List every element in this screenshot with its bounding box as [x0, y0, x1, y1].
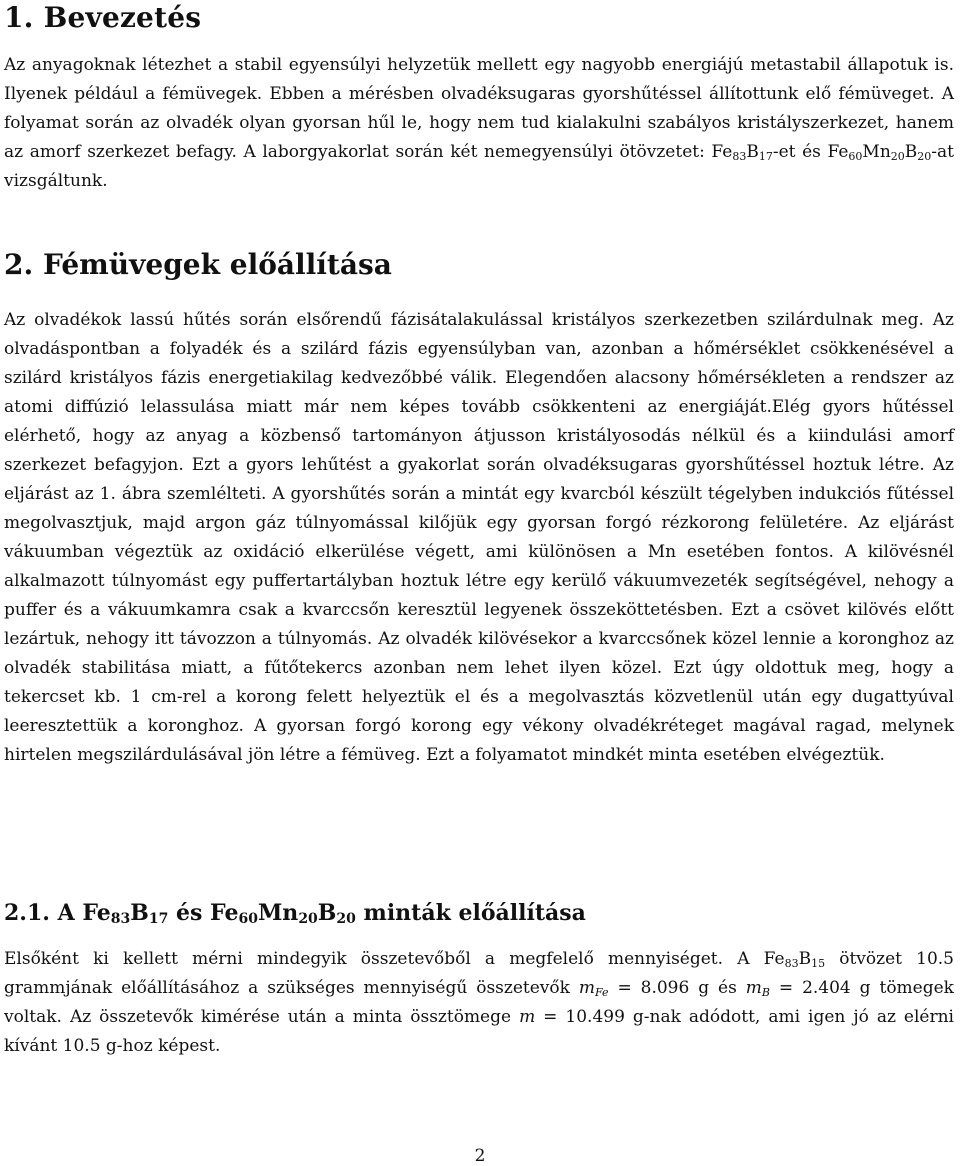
section-2-1-paragraph: Elsőként ki kellett mérni mindegyik összetevőből a megfelelő mennyiséget. A $Fe_{83}B_{15}$ ötvözet 10.5 grammjának előállításához a szükséges mennyiségű összetevők $m_{Fe} = 8.096$ g és $m_B = 2.404$ g tömegek voltak. Az összetevők kimérése után a minta össztömege m = 10.499 g-nak adódott, ami igen jó az elérni kívánt 10.5 g-hoz képest.: [4, 949, 954, 1056]
section-1-title: Bevezetés: [43, 1, 202, 34]
section-2-title: Fémüvegek előállítása: [42, 248, 392, 281]
section-2-1-heading: [4, 899, 586, 927]
mass-b-symbol: $m_B$: [745, 978, 770, 999]
section-2-heading: [4, 249, 392, 281]
section-1-end-text: -at vizsgáltunk.: [4, 142, 954, 191]
section-1-mid-text: -et és: [772, 142, 828, 162]
section-1-paragraph: [4, 51, 954, 196]
heading-alloy-fe60mn20b20: $Fe_{60}Mn_{20}B_{20}$: [210, 900, 356, 927]
alloy-fe60mn20b20: $Fe_{60}Mn_{20}B_{20}$: [827, 142, 932, 163]
heading-alloy-fe83b17: $Fe_{83}B_{17}$: [82, 900, 169, 927]
mass-fe-symbol: $m_{Fe}$: [578, 978, 609, 999]
section-2-text: Az olvadékok lassú hűtés során elsőrendű fázisátalakulással kristályos szerkezetben szilárdulnak meg. Az olvadáspontban a folyadék és a szilárd fázis egyensúlyban van, azonban a hőmérséklet csökkenésével a szilárd kristályos fázis energetiakilag kedvezőbbé válik. Elegendően alacsony hőmérsékleten a rendszer az atomi diffúzió lelassulása miatt már nem képes tovább csökkenteni az energiáját.Elég gyors hűtéssel elérhető, hogy az anyag a közbenső tartományon átjusson kristályosodás nélkül és a kiindulási amorf szerkezet befagyjon. Ezt a gyors lehűtést a gyakorlat során olvadéksugaras gyorshűtéssel hoztuk létre. Az eljárást az 1. ábra szemlélteti. A gyorshűtés során a mintát egy kvarcból készült tégelyben indukciós fűtéssel megolvasztjuk, majd argon gáz túlnyomással kilőjük egy gyorsan forgó rézkorong felületére. Az eljárást vákuumban végeztük az oxidáció elkerülése végett, ami különösen a Mn esetében fontos. A kilövésnél alkalmazott túlnyomást egy puffertartályban hoztuk létre egy kerülő vákuumvezeték segítségével, nehogy a puffer és a vákuumkamra csak a kvarccsőn keresztül legyenek összeköttetésben. Ezt a csövet kilövés előtt lezártuk, nehogy itt távozzon a túlnyomás. Az olvadék kilövésekor a kvarccsőnek közel lennie a koronghoz az olvadék stabilitása miatt, a fűtőtekercs azonban nem lehet ilyen közel. Ezt úgy oldottuk meg, hogy a tekercset kb. 1 cm-rel a korong felett helyeztük el és a megolvasztás közvetlenül után egy dugattyúval leeresztettük a koronghoz. A gyorsan forgó korong egy vékony olvadékréteget magával ragad, melynek hirtelen megszilárdulásával jön létre a fémüveg. Ezt a folyamatot mindkét minta esetében elvégeztük.: [4, 310, 954, 765]
section-2-1-number: 2.1.: [4, 900, 50, 926]
section-2-number: 2.: [4, 248, 34, 281]
alloy-fe83b17: $Fe_{83}B_{17}$: [711, 142, 773, 163]
section-1-heading: [4, 2, 201, 34]
section-1-number: 1.: [4, 1, 34, 34]
section-2-1-title: A $Fe_{83}B_{17}$ és $Fe_{60}Mn_{20}B_{20}$ minták előállítása: [57, 900, 586, 927]
section-1-text: Az anyagoknak létezhet a stabil egyensúlyi helyzetük mellett egy nagyobb energiájú metastabil állapotuk is. Ilyenek például a fémüvegek. Ebben a mérésben olvadéksugaras gyorshűtéssel állítottunk elő fémüveget. A folyamat során az olvadék olyan gyorsan hűl le, hogy nem tud kialakulni szabályos kristályszerkezet, hanem az amorf szerkezet befagy. A laborgyakorlat során két nemegyensúlyi ötövzetet:: [4, 55, 954, 162]
section-2-paragraph: [4, 306, 954, 770]
mass-total-symbol: m: [519, 1007, 536, 1027]
alloy-fe83b15: $Fe_{83}B_{15}$: [763, 949, 826, 970]
page-number: 2: [474, 1146, 486, 1166]
